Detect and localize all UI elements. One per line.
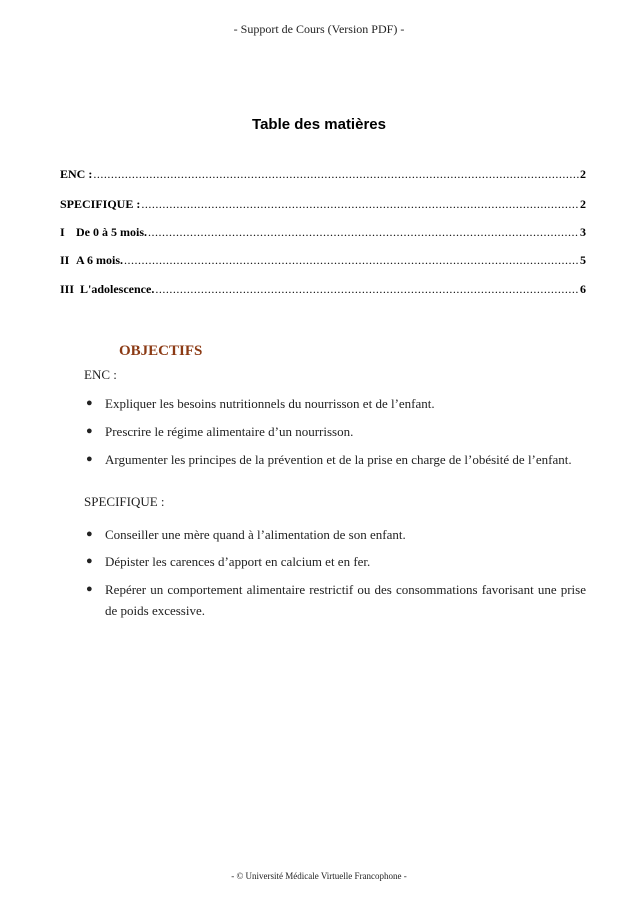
toc-leader xyxy=(93,167,579,182)
bullet-icon: ● xyxy=(86,397,93,409)
toc-entry-enc[interactable] xyxy=(60,167,586,182)
toc-entry-label: ENC : xyxy=(60,167,93,181)
bullet-icon: ● xyxy=(86,583,93,595)
toc-entry-page: 2 xyxy=(580,197,586,211)
list-item: ● Dépister les carences d’apport en calcium et en fer. xyxy=(86,551,586,572)
toc-entry-number: I xyxy=(60,225,65,239)
objectifs-heading: OBJECTIFS xyxy=(119,343,203,359)
specifique-label: SPECIFIQUE : xyxy=(84,494,165,509)
toc-title: Table des matières xyxy=(252,116,386,133)
toc-entry-specifique[interactable] xyxy=(60,197,586,212)
toc-entry-number: III xyxy=(60,282,75,296)
enc-label: ENC : xyxy=(84,367,117,382)
toc-leader xyxy=(148,225,579,240)
page-footer: - © Université Médicale Virtuelle Francophone - xyxy=(231,871,407,881)
toc-leader xyxy=(124,253,579,268)
toc-entry-page: 3 xyxy=(580,225,586,239)
toc-entry-page: 6 xyxy=(580,282,586,296)
toc-entry-section-2[interactable] xyxy=(60,253,586,268)
list-item: ● Conseiller une mère quand à l’alimentation de son enfant. xyxy=(86,524,586,545)
toc-entry-page: 2 xyxy=(580,167,586,181)
bullet-icon: ● xyxy=(86,453,93,465)
toc-entry-number: II xyxy=(60,253,70,267)
bullet-icon: ● xyxy=(86,555,93,567)
toc-entry-label: L'adolescence. xyxy=(80,282,155,296)
toc-entry-section-3[interactable] xyxy=(60,282,586,297)
bullet-icon: ● xyxy=(86,528,93,540)
toc-entry-label: De 0 à 5 mois. xyxy=(76,225,147,239)
toc-entry-label: A 6 mois. xyxy=(76,253,124,267)
toc-leader xyxy=(141,197,579,212)
list-item: ● Expliquer les besoins nutritionnels du nourrisson et de l’enfant. xyxy=(86,393,586,414)
list-item: ● Argumenter les principes de la prévention et de la prise en charge de l’obésité de l’enfant. xyxy=(86,449,586,470)
bullet-icon: ● xyxy=(86,425,93,437)
toc-entry-page: 5 xyxy=(580,253,586,267)
list-item: ● Prescrire le régime alimentaire d’un nourrisson. xyxy=(86,421,586,442)
page-header: - Support de Cours (Version PDF) - xyxy=(233,22,405,36)
toc-leader xyxy=(155,282,579,297)
list-item: ● Repérer un comportement alimentaire restrictif ou des consommations favorisant une prise de poids excessive. xyxy=(86,579,586,621)
toc-entry-section-1[interactable] xyxy=(60,225,586,240)
toc-entry-label: SPECIFIQUE : xyxy=(60,197,141,211)
